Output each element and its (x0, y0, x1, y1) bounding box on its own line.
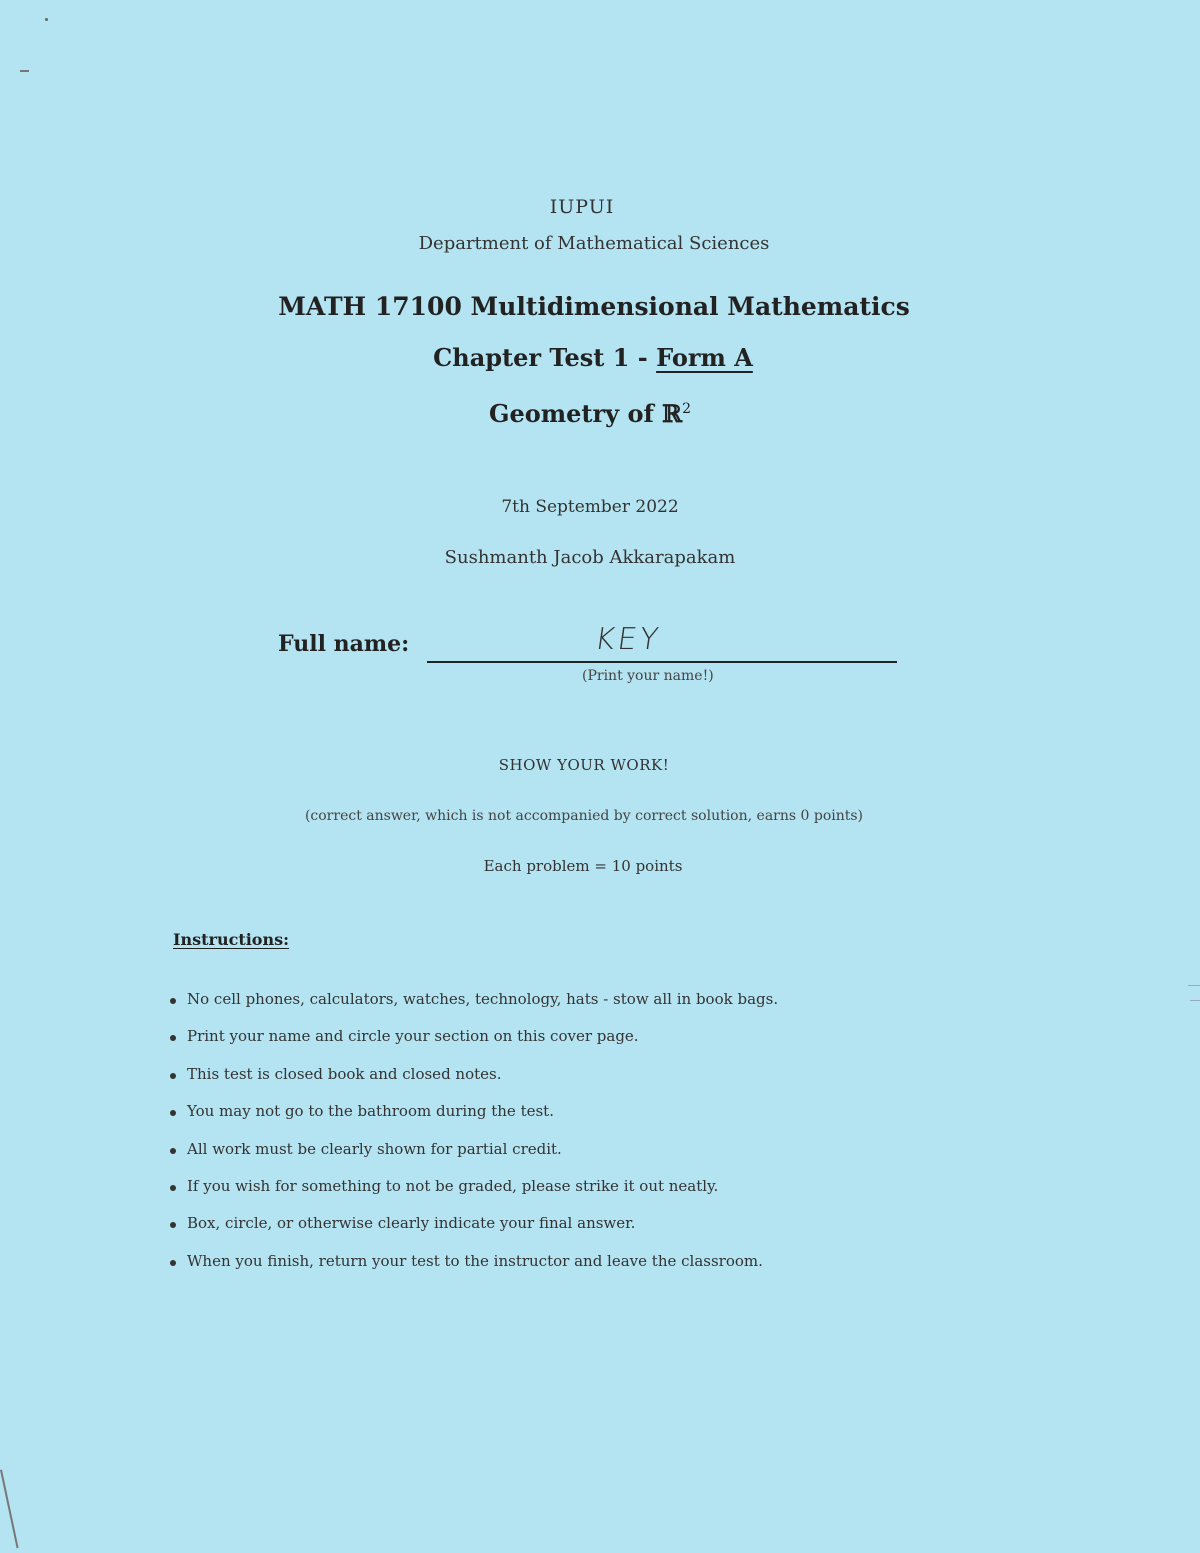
course-title: MATH 17100 Multidimensional Mathematics (278, 292, 910, 321)
bullet-icon (170, 1035, 176, 1041)
instruction-text: You may not go to the bathroom during the test. (187, 1102, 554, 1121)
instructions-list (170, 990, 930, 1289)
test-title-prefix: Chapter Test 1 - (433, 343, 657, 372)
instruction-text: Print your name and circle your section on this cover page. (187, 1027, 639, 1046)
bullet-icon (170, 1185, 176, 1191)
bullet-icon (170, 1073, 176, 1079)
instruction-text: All work must be clearly shown for partial credit. (187, 1139, 562, 1158)
scan-speck (45, 18, 48, 21)
bullet-icon (170, 998, 176, 1004)
bullet-icon (170, 1110, 176, 1116)
list-item (170, 1065, 930, 1102)
instructions-title: Instructions: (173, 930, 290, 949)
full-name-label: Full name: (278, 631, 410, 657)
test-title (0, 343, 1186, 372)
print-name-hint: (Print your name!) (582, 668, 714, 684)
grading-note: (correct answer, which is not accompanied by correct solution, earns 0 points) (304, 808, 864, 824)
instruction-text: No cell phones, calculators, watches, technology, hats - stow all in book bags. (187, 990, 779, 1008)
list-item (170, 1140, 930, 1177)
scan-speck (20, 70, 29, 72)
list-item (170, 1214, 930, 1251)
test-form: Form A (656, 343, 753, 372)
scan-edge-mark (0, 1469, 22, 1548)
test-date: 7th September 2022 (501, 497, 679, 517)
show-work-notice: SHOW YOUR WORK! (498, 756, 670, 774)
bullet-icon (170, 1222, 176, 1228)
university-name: IUPUI (549, 196, 615, 218)
handwritten-name: KEY (592, 622, 664, 657)
instruction-text: Box, circle, or otherwise clearly indicate your final answer. (187, 1214, 636, 1233)
bullet-icon (170, 1260, 176, 1266)
topic-text: Geometry of ℝ (488, 399, 683, 428)
department-name: Department of Mathematical Sciences (418, 233, 770, 254)
scan-edge-mark (1188, 985, 1200, 986)
points-note: Each problem = 10 points (483, 857, 683, 875)
list-item (170, 1177, 930, 1214)
topic-superscript: 2 (682, 401, 692, 417)
instructor-name: Sushmanth Jacob Akkarapakam (444, 547, 736, 568)
list-item (170, 1027, 930, 1064)
full-name-line[interactable] (427, 661, 897, 663)
scan-edge-mark (1190, 1000, 1200, 1001)
bullet-icon (170, 1148, 176, 1154)
instruction-text: If you wish for something to not be graded, please strike it out neatly. (187, 1176, 719, 1195)
list-item (170, 1102, 930, 1139)
list-item (170, 1252, 930, 1289)
list-item (170, 990, 930, 1027)
instruction-text: When you finish, return your test to the instructor and leave the classroom. (187, 1251, 763, 1270)
instruction-text: This test is closed book and closed notes. (187, 1064, 502, 1083)
test-topic (0, 399, 1180, 428)
